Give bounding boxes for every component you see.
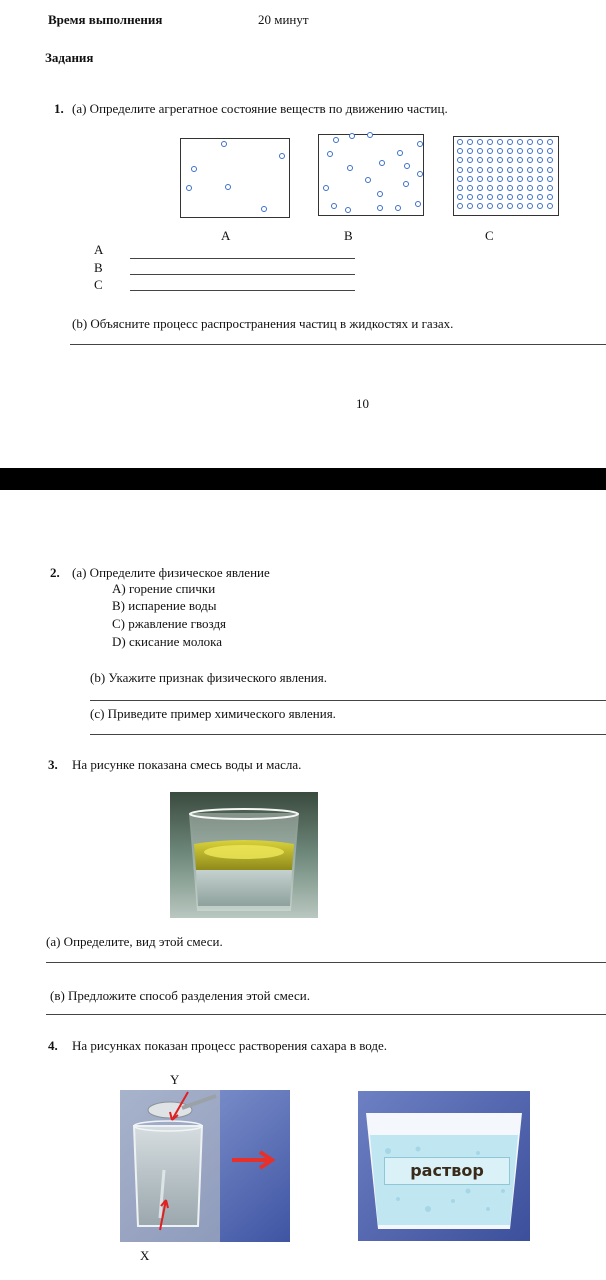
answer-line-a[interactable] [130, 258, 355, 259]
particle [537, 139, 543, 145]
particle [457, 176, 463, 182]
particle [457, 185, 463, 191]
particle [345, 207, 351, 213]
particle [497, 194, 503, 200]
particle [477, 157, 483, 163]
particle [527, 185, 533, 191]
q4-number: 4. [48, 1038, 58, 1053]
solution-image [358, 1091, 530, 1241]
particle [527, 194, 533, 200]
particle [467, 148, 473, 154]
sugar-dissolving-image [120, 1090, 290, 1242]
particle [537, 185, 543, 191]
particle [497, 176, 503, 182]
q2-part-b: (b) Укажите признак физического явления. [90, 670, 327, 685]
particle [537, 167, 543, 173]
particle [477, 139, 483, 145]
particle [477, 176, 483, 182]
q1-part-b: (b) Объясните процесс распространения частиц в жидкостях и газах. [72, 316, 454, 331]
particle [537, 157, 543, 163]
particle [457, 139, 463, 145]
q3-part-a: (а) Определите, вид этой смеси. [46, 934, 223, 949]
page-divider [0, 468, 606, 490]
particle [497, 139, 503, 145]
answer-line-q3a[interactable] [46, 962, 606, 963]
particle [331, 203, 337, 209]
answer-line-q2b[interactable] [90, 700, 606, 701]
particle [477, 185, 483, 191]
particle [517, 203, 523, 209]
particle [497, 167, 503, 173]
particle [517, 185, 523, 191]
particle [327, 151, 333, 157]
particle [517, 176, 523, 182]
particle [507, 176, 513, 182]
q4-text: На рисунках показан процесс растворения сахара в воде. [72, 1038, 388, 1053]
particle [497, 157, 503, 163]
particle [527, 157, 533, 163]
answer-label-b: B [94, 260, 103, 275]
particle [547, 194, 553, 200]
particle [457, 148, 463, 154]
particle [487, 176, 493, 182]
particle [467, 167, 473, 173]
q2-option-a: A) горение спички [112, 581, 216, 596]
oil-water-beaker-image [170, 792, 318, 918]
particle [547, 157, 553, 163]
particle [547, 185, 553, 191]
particle [191, 166, 197, 172]
label-x: X [140, 1248, 150, 1263]
particle [487, 167, 493, 173]
particles-figure-c [453, 136, 559, 216]
particle [517, 167, 523, 173]
particles-figure-a [180, 138, 290, 218]
particle [457, 167, 463, 173]
particle [477, 148, 483, 154]
answer-label-a: A [94, 242, 104, 257]
particle [497, 148, 503, 154]
particle [547, 167, 553, 173]
particle [487, 185, 493, 191]
solution-label: раствор [410, 1161, 484, 1180]
particle [507, 194, 513, 200]
particle [349, 133, 355, 139]
particle [477, 167, 483, 173]
particle [507, 167, 513, 173]
particle [404, 163, 410, 169]
particle [527, 176, 533, 182]
q2-number: 2. [50, 565, 60, 580]
page-number: 10 [356, 396, 369, 411]
particle [365, 177, 371, 183]
particle [507, 185, 513, 191]
figure-c-label: C [485, 228, 494, 243]
particle [347, 165, 353, 171]
particle [537, 203, 543, 209]
particle [547, 139, 553, 145]
particle [537, 194, 543, 200]
particle [225, 184, 231, 190]
time-value: 20 минут [258, 12, 309, 27]
particle [379, 160, 385, 166]
particle [333, 137, 339, 143]
particle [487, 203, 493, 209]
particle [467, 185, 473, 191]
label-y: Y [170, 1072, 180, 1087]
particle [403, 181, 409, 187]
particle [415, 201, 421, 207]
tasks-heading: Задания [45, 50, 94, 65]
particle [467, 194, 473, 200]
answer-label-c: C [94, 277, 103, 292]
particle [517, 148, 523, 154]
particle [417, 141, 423, 147]
answer-line-q3b[interactable] [46, 1014, 606, 1015]
particle [507, 203, 513, 209]
q1-part-a: (а) Определите агрегатное состояние веществ по движению частиц. [72, 101, 448, 116]
answer-line-q2c[interactable] [90, 734, 606, 735]
q3-text: На рисунке показана смесь воды и масла. [72, 757, 302, 772]
particle [261, 206, 267, 212]
q2-option-b: B) испарение воды [112, 598, 217, 613]
particle [397, 150, 403, 156]
q1-number: 1. [54, 101, 64, 116]
particle [221, 141, 227, 147]
particle [467, 157, 473, 163]
answer-line-c[interactable] [130, 290, 355, 291]
particle [417, 171, 423, 177]
q2-option-d: D) скисание молока [112, 634, 223, 649]
particle [467, 176, 473, 182]
particle [457, 203, 463, 209]
particle [186, 185, 192, 191]
particle [507, 139, 513, 145]
particle [517, 194, 523, 200]
particle [377, 205, 383, 211]
particle [547, 148, 553, 154]
figure-a-label: A [221, 228, 231, 243]
time-label: Время выполнения [48, 12, 163, 27]
q2-part-a: (а) Определите физическое явление [72, 565, 270, 580]
particle [487, 139, 493, 145]
particle [279, 153, 285, 159]
particle [527, 148, 533, 154]
particle [497, 203, 503, 209]
particle [367, 132, 373, 138]
q3-part-b: (в) Предложите способ разделения этой смеси. [50, 988, 310, 1003]
particle [547, 203, 553, 209]
particle [507, 157, 513, 163]
particle [507, 148, 513, 154]
q2-part-c: (с) Приведите пример химического явления. [90, 706, 336, 721]
particle [537, 148, 543, 154]
particle [487, 157, 493, 163]
q2-option-c: C) ржавление гвоздя [112, 616, 227, 631]
particle [477, 203, 483, 209]
particle [477, 194, 483, 200]
particle [517, 139, 523, 145]
particles-figure-b [318, 134, 424, 216]
particle [377, 191, 383, 197]
particle [537, 176, 543, 182]
particle [527, 167, 533, 173]
q3-number: 3. [48, 757, 58, 772]
particle [547, 176, 553, 182]
particle [517, 157, 523, 163]
particle [467, 203, 473, 209]
particle [467, 139, 473, 145]
particle [323, 185, 329, 191]
particle [497, 185, 503, 191]
figure-b-label: B [344, 228, 353, 243]
answer-line-b[interactable] [130, 274, 355, 275]
answer-line-q1b[interactable] [70, 344, 606, 345]
particle [395, 205, 401, 211]
particle [527, 139, 533, 145]
particle [457, 157, 463, 163]
particle [487, 194, 493, 200]
particle [527, 203, 533, 209]
particle [457, 194, 463, 200]
particle [487, 148, 493, 154]
